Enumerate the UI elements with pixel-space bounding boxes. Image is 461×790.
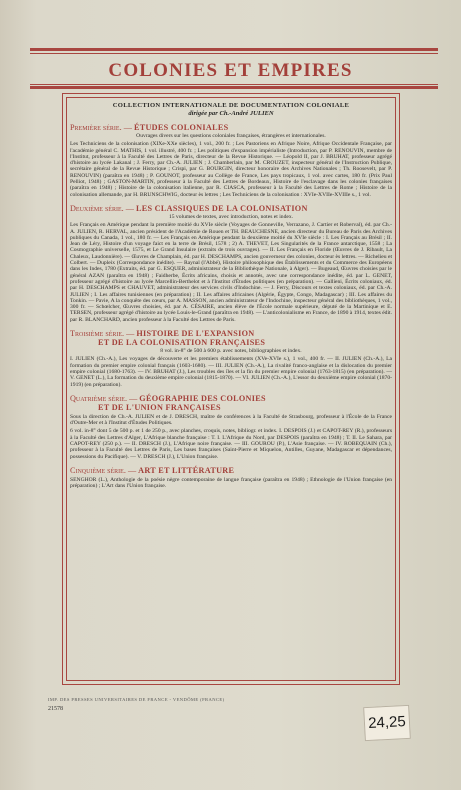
series-title: ÉTUDES COLONIALES — [133, 123, 229, 132]
series-heading: Quatrième série. — GÉOGRAPHIE DES COLONIES — [70, 393, 266, 403]
series-intro: 15 volumes de textes, avec introduction, notes et index. — [168, 213, 294, 220]
bottom-rule-thin — [30, 84, 438, 85]
series-title: GÉOGRAPHIE DES COLONIES — [139, 393, 266, 403]
series-number: Troisième série. — [70, 329, 125, 339]
series-intro: 8 vol. in-8° de 500 à 600 p. avec notes, bibliographies et index. — [160, 348, 302, 355]
series-1 — [70, 123, 392, 198]
series-heading: Deuxième série. — LES CLASSIQUES DE LA COLONISATION — [70, 203, 308, 213]
series-title: ART ET LITTÉRATURE — [138, 465, 235, 475]
print-code: 21578 — [48, 706, 63, 712]
series-body: 6 vol. in-8° dont 5 de 500 p. et 1 de 250 p., avec planches, croquis, notes, bibliogr. et index. I. DESPOIS (J.) et CAPOT-REY (R.), professeurs à la Faculté des Lettres d'Alger, L'Afrique blanche française : T. I. L'Afrique du Nord, par DESPOIS (paraîtra en 1948) ; T. II. Le Sahara, par CAPOT-REY (250 p.). — II. DRESCH (J.), L'Afrique noire française. — III. GOUROU (P.), L'Asie française. — IV. ROBEQUAIN (Ch.), professeur à la Faculté des Lettres de Paris, Les bases françaises (Saint-Pierre et Miquelon, Antilles, Guyane, Madagascar et dépendances, possessions du Pacifique). — V. DRESCH (J.), L'Union française. — [70, 428, 392, 460]
series-5 — [70, 466, 392, 490]
series-body: Les Techniciens de la colonisation (XIXe-XXe siècles), 1 vol., 200 fr. ; Les Pastoriens en Afrique Noire, Afrique Occidentale Française, par l'académie général C. MATHIS, 1 vol. illustré, 400 fr. ; Les politiques d'expansion impérialiste (Introduction, par P. RENOUVIN, membre de l'Institut, professeur à la Faculté des Lettres de Paris, directeur de la Revue Historique. — Léopold II, par J. BRUHAT, professeur agrégé d'histoire au lycée Lakanal ; J. Ferry, par Ch.-A. JULIEN ; J. Chamberlain, par M. CROUZET, inspecteur général de l'Instruction Publique, secrétaire général de la Revue Historique ; Crispi, par G. BOURGIN, directeur honoraire des Archives Nationales ; Th. Roosevelt, par P. RENOUVIN) (paraîtra en 1948) ; P. GOUNOT, professeur au Collège de France, Les pays tropicaux, 1 vol. avec cartes, 180 fr. (Prix Paul Pelliot, 1948) ; GASTON-MARTIN, professeur à la Faculté des Lettres de Bordeaux, Histoire de l'esclavage dans les colonies françaises (paraîtra en 1948) ; Histoire de la colonisation italienne, par R. CIASCA, professeur à la Faculté des Lettres de Rome ; Histoire de la colonisation allemande, par H. BRUNSCHWIG, docteur ès lettres ; Les Techniciens de la colonisation : XVIe-XVIIe-XVIIIe s., 1 vol. — [70, 141, 392, 198]
price-sticker: 24,25 — [363, 705, 411, 741]
bottom-rule-thick — [30, 86, 438, 89]
series-heading: Première série. — ÉTUDES COLONIALES — [70, 123, 229, 132]
series-body: SENGHOR (L.), Anthologie de la poésie nègre contemporaine de langue française (paraîtra en 1948) ; Ethnologie de l'Union française (en préparation) ; L'Art dans l'Union française. — [70, 476, 392, 490]
series-2 — [70, 204, 392, 323]
series-title-line2: ET DE LA COLONISATION FRANÇAISES — [98, 338, 266, 348]
series-number: Première série. — [70, 123, 122, 132]
series-number: Cinquième série. — [70, 465, 126, 475]
series-heading: Cinquième série. — ART ET LITTÉRATURE — [70, 465, 235, 475]
series-3 — [70, 329, 392, 388]
director-line: dirigée par Ch.-André JULIEN — [188, 109, 274, 117]
series-4 — [70, 394, 392, 460]
series-title-line2: ET DE L'UNION FRANÇAISES — [98, 402, 221, 412]
series-title: HISTOIRE DE L'EXPANSION — [136, 329, 255, 339]
series-number: Quatrième série. — [70, 393, 128, 403]
top-rule-thin — [30, 53, 438, 54]
printer-line: IMP. DES PRESSES UNIVERSITAIRES DE FRANCE - VENDÔME (FRANCE) — [48, 697, 225, 702]
page-title: COLONIES ET EMPIRES — [108, 60, 353, 81]
series-body: I. JULIEN (Ch.-A.), Les voyages de découverte et les premiers établissements (XVe-XVIe s.), 1 vol., 400 fr. — II. JULIEN (Ch.-A.), La formation du premier empire colonial français (1603-1680). — III. JULIEN (Ch.-A.), La rivalité franco-anglaise et la dislocation du premier empire colonial (1680-1763). — IV. BRUHAT (J.), Les troubles des îles et la fin du premier empire colonial (1763-1815) (en préparation). — V. GENET (L.), La formation du deuxième empire colonial (1815-1870). — VI. JULIEN (Ch.-A.), L'essor du deuxième empire colonial (1870-1919) (en préparation). — [70, 356, 392, 388]
catalogue-content — [70, 102, 392, 489]
top-rule-thick — [30, 48, 438, 51]
collection-line: COLLECTION INTERNATIONALE DE DOCUMENTATION COLONIALE — [112, 102, 350, 109]
series-heading: Troisième série. — HISTOIRE DE L'EXPANSION — [70, 329, 255, 339]
series-body: Les Français en Amérique pendant la première moitié du XVIe siècle (Voyages de Gonneville, Verrazano, J. Cartier et Roberval), éd. par Ch.-A. JULIEN, R. HERVAL, ancien président de l'Académie de Rouen et TH. BEAUCHESNE, ancien directeur du Bureau de Paris des Archives publiques du Canada, 1 vol., 180 fr. — Les Français en Amérique pendant la deuxième moitié du XVIe siècle : I. Les Français au Brésil ; II. Jean de Léry, Histoire d'un voyage faict en la terre de Brésil, 1578 ; 2) A. THEVET, Les Singularités de la France antarctique, 1558 ; La Cosmographie universelle, 1575, et Le Grand Insulaire (extraits de trois ouvrages). — II. Les Français en Floride (Œuvres de J. Ribault, La Chaleux, Laudonnière). — Œuvres de Champlain, éd. par H. DESCHAMPS, ancien gouverneur des colonies, docteur ès lettres. — Richelieu et Colbert. — Dupleix (Correspondance inédite). — Raynal (l'Abbé), Histoire philosophique des Établissements et du Commerce des Européens dans les Indes, 1780 (Extraits, éd. par G. ESQUER, administrateur de la Bibliothèque Nationale, à Alger). — Bugeaud, Œuvres choisies par le général AZAN (paraîtra en 1948) ; Faidherbe, Écrits africains, choisis et annotés, avec une correspondance inédite, éd. par L. GENET, professeur agrégé d'histoire au lycée Marcellin-Berthelot et à l'Institut d'Études politiques (en préparation). — Gallieni, Écrits coloniaux, éd. par H. DESCHAMPS et CHAUVET, administrateur des services civils d'Indochine. — J. Ferry, Discours et textes coloniaux, éd. par Ch.-A. JULIEN ; I. Les affaires tunisiennes (en préparation) ; II. Les affaires africaines (Algérie, Égypte, Congo, Madagascar) ; III. Les affaires du Tonkin. — Pavie, A la conquête des cœurs, par A. MASSON, ancien administrateur de l'Indochine, inspecteur général des bibliothèques, 1 vol., 300 fr. — Schœlcher, Œuvres choisies, éd. par A. CÉSAIRE, ancien élève de l'École normale supérieure, député de la Martinique et E. TERSEN, professeur agrégé d'histoire au lycée Louis-le-Grand (paraîtra en 1948). — L'anticolonialisme en France, de 1890 à 1914, textes édit. par R. BLANCHARD, ancien professeur à la Faculté des Lettres de Paris. — [70, 222, 392, 323]
series-title: LES CLASSIQUES DE LA COLONISATION — [135, 203, 308, 213]
series-intro: Sous la direction de Ch.-A. JULIEN et de J. DRESCH, maître de conférences à la Faculté de Strasbourg, professeur à l'École de la France d'Outre-Mer et à l'Institut d'Études Politiques. — [70, 413, 392, 427]
series-number: Deuxième série. — [70, 203, 124, 213]
series-intro: Ouvrages divers sur les questions coloniales françaises, étrangères et internationales. — [136, 133, 326, 139]
